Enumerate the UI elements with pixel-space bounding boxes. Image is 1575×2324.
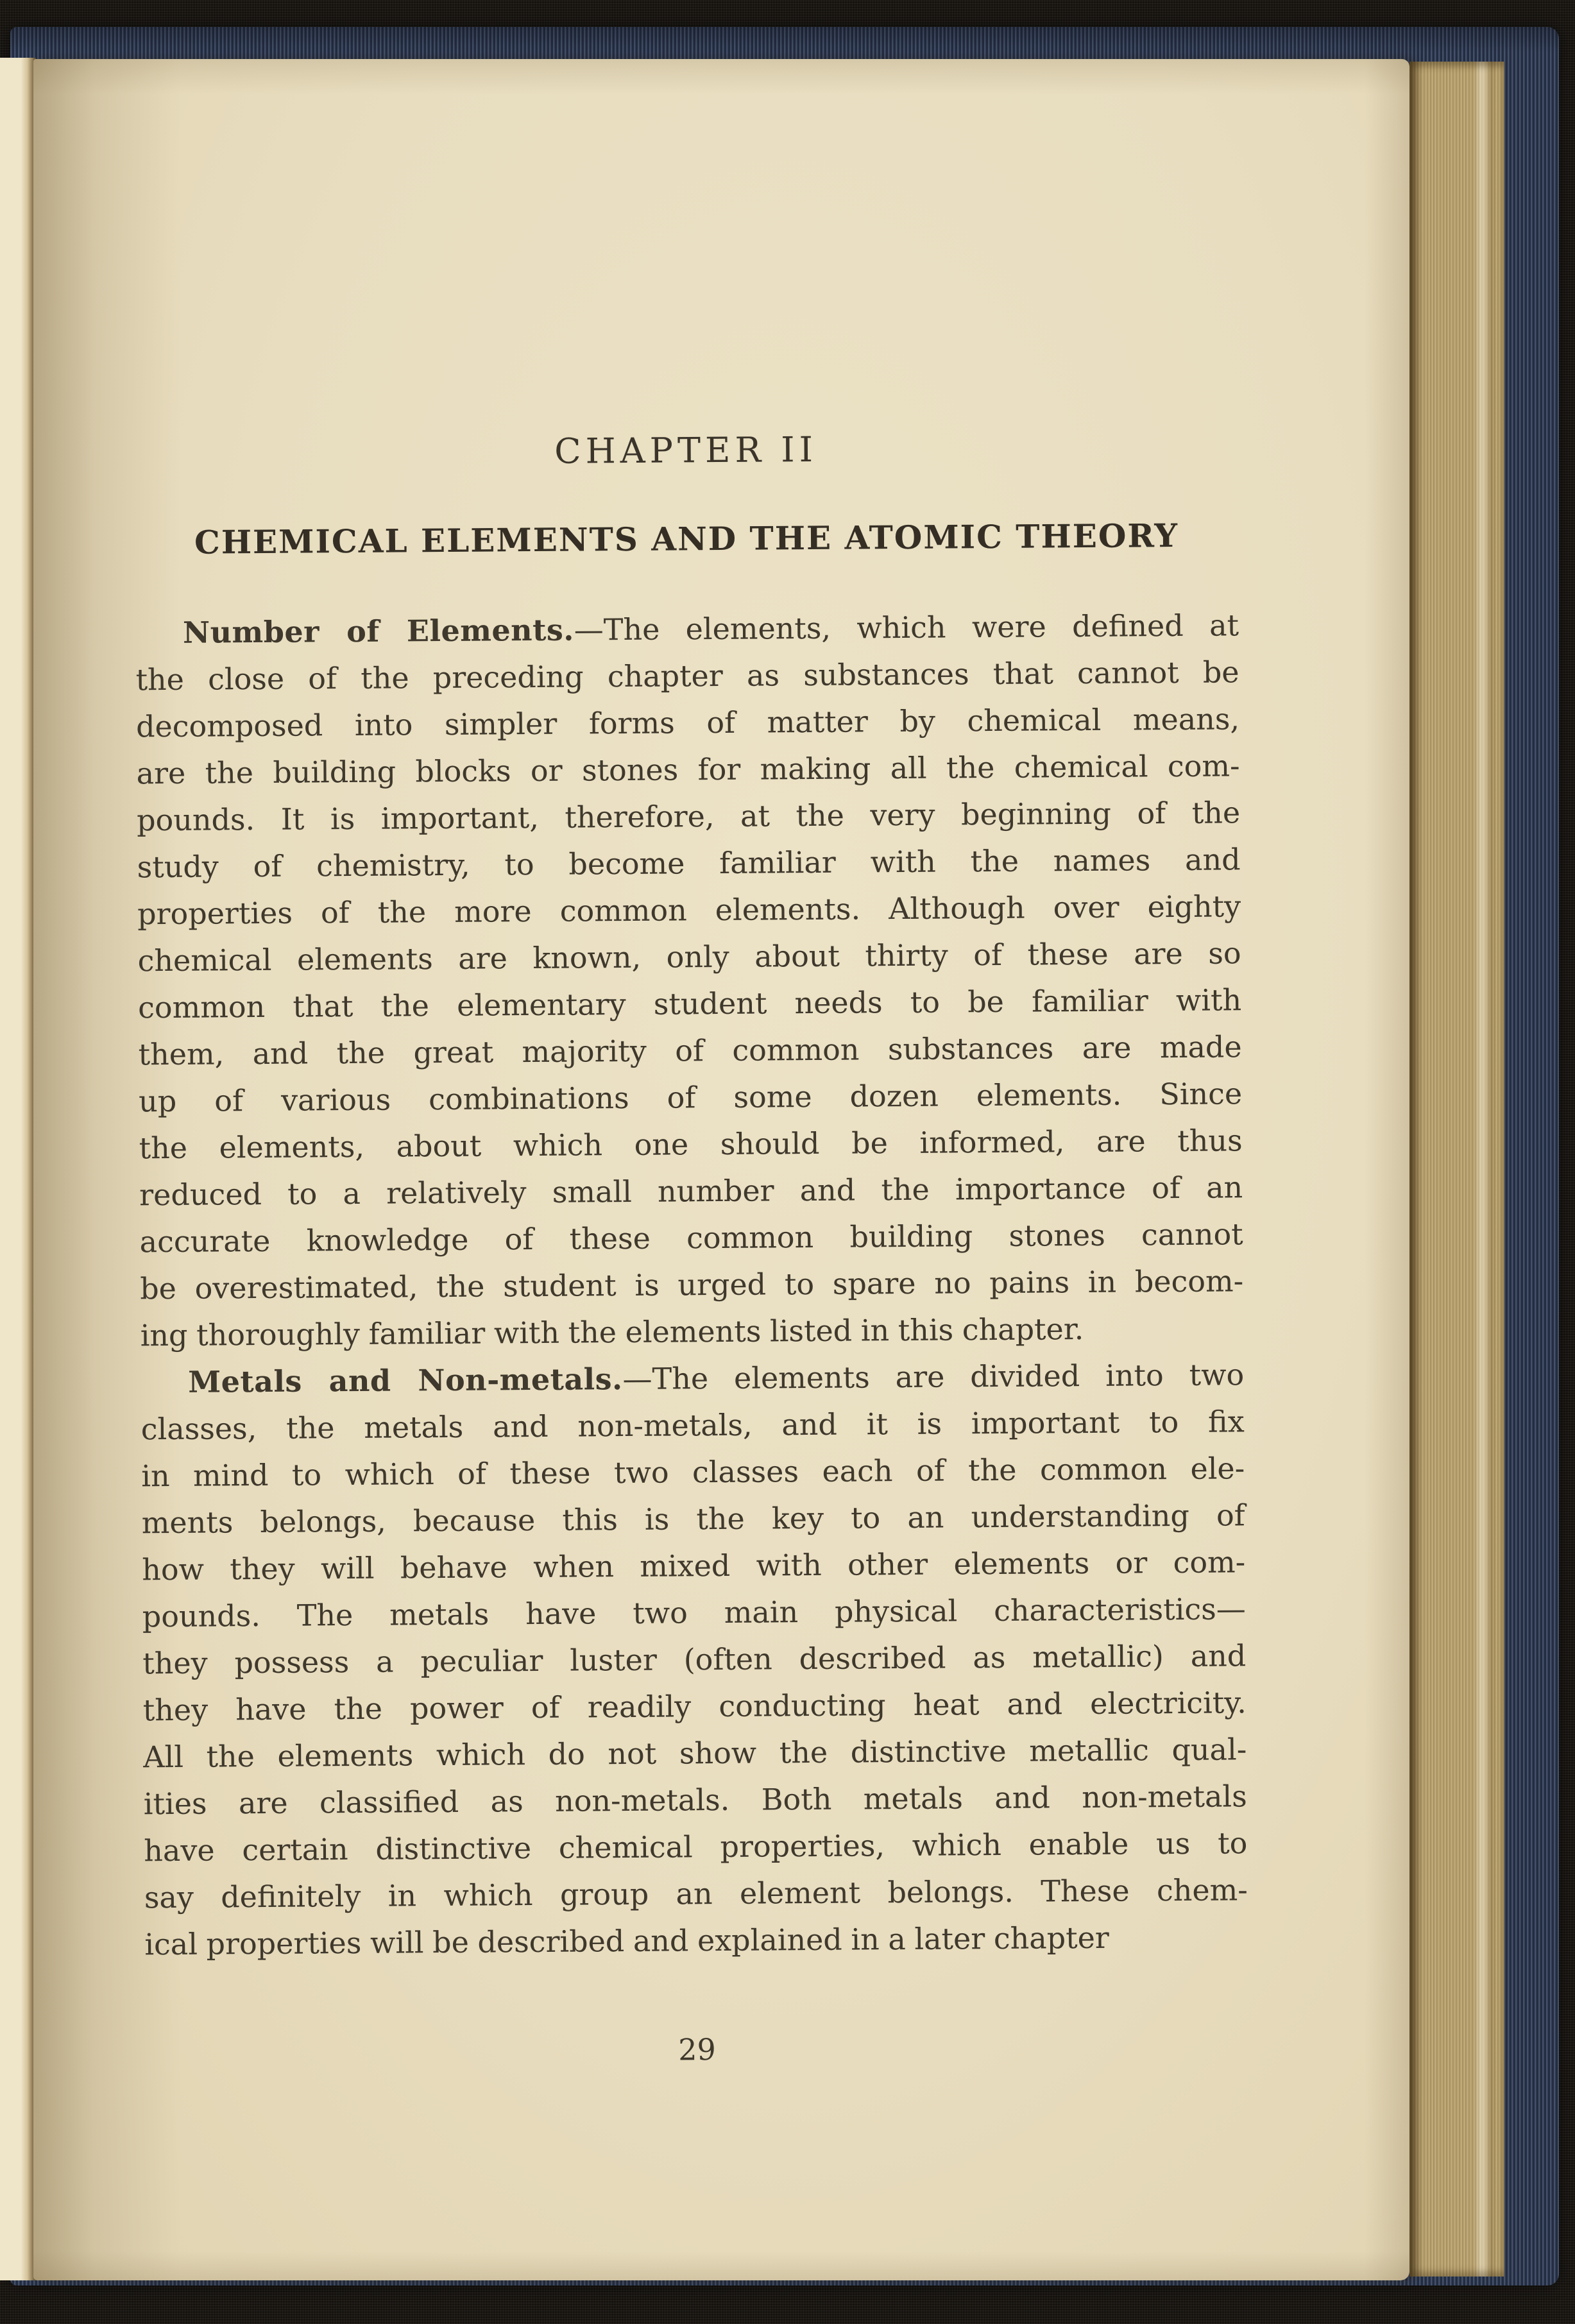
body-line: ical properties will be described and explained in a later chapter [144, 1920, 1109, 1962]
body-line: are the building blocks or stones for making all the chemical com- [136, 748, 1240, 791]
body-line: pounds. It is important, therefore, at the very beginning of the [136, 795, 1241, 838]
paragraph-lead: Metals and Non-metals. [188, 1362, 623, 1399]
paragraph-lines [140, 1398, 1248, 1921]
page-number: 29 [678, 2032, 716, 2067]
chapter-heading: CHAPTER II [554, 429, 818, 472]
body-line: the close of the preceding chapter as substances that cannot be [135, 654, 1239, 697]
paragraph-lines [135, 649, 1243, 1312]
body-line: study of chemistry, to become familiar with the names and [137, 842, 1241, 885]
paragraph-first-line-text: —The elements are divided into two [622, 1357, 1245, 1397]
body-line: classes, the metals and non-metals, and it is important to fix [140, 1404, 1245, 1447]
paragraph [140, 1351, 1248, 1968]
body-line: ities are classified as non-metals. Both metals and non-metals [143, 1779, 1247, 1822]
body-line [140, 1351, 1244, 1406]
paragraph-first-line-text: —The elements, which were defined at [574, 608, 1239, 647]
paragraph [135, 602, 1244, 1359]
chapter-title: CHEMICAL ELEMENTS AND THE ATOMIC THEORY [194, 517, 1179, 561]
body-line: they possess a peculiar luster (often described as metallic) and [142, 1638, 1247, 1681]
page-stack-fore-edge [1409, 62, 1504, 2277]
body-line: them, and the great majority of common substances are made [138, 1029, 1242, 1072]
body-text [135, 602, 1248, 1968]
body-line: pounds. The metals have two main physical characteristics— [142, 1591, 1246, 1634]
body-line: say definitely in which group an element belongs. These chem- [144, 1872, 1248, 1915]
body-line: properties of the more common elements. Although over eighty [137, 889, 1241, 932]
body-line: reduced to a relatively small number and the importance of an [139, 1170, 1243, 1213]
body-line: they have the power of readily conducting heat and electricity. [142, 1685, 1247, 1728]
body-line: up of various combinations of some dozen elements. Since [138, 1076, 1243, 1119]
page-text [27, 55, 1418, 2286]
body-line: have certain distinctive chemical properties, which enable us to [144, 1825, 1248, 1868]
body-line: accurate knowledge of these common building stones cannot [139, 1217, 1243, 1260]
book-page [33, 59, 1409, 2280]
body-line: decomposed into simpler forms of matter by chemical means, [135, 701, 1240, 744]
body-line: common that the elementary student needs to be familiar with [137, 982, 1242, 1025]
body-line: ing thoroughly familiar with the elements listed in this chapter. [140, 1312, 1084, 1353]
body-line: how they will behave when mixed with other elements or com- [142, 1544, 1246, 1587]
body-line: in mind to which of these two classes each of the common ele- [141, 1451, 1245, 1494]
paragraph-lead: Number of Elements. [182, 612, 574, 650]
body-line: the elements, about which one should be informed, are thus [139, 1123, 1243, 1166]
body-line: All the elements which do not show the distinctive metallic qual- [143, 1732, 1247, 1775]
body-line: be overestimated, the student is urged to spare no pains in becom- [140, 1263, 1244, 1306]
body-line: chemical elements are known, only about thirty of these are so [137, 936, 1241, 978]
body-line [135, 602, 1239, 656]
body-line: ments belongs, because this is the key to an understanding of [141, 1498, 1245, 1541]
